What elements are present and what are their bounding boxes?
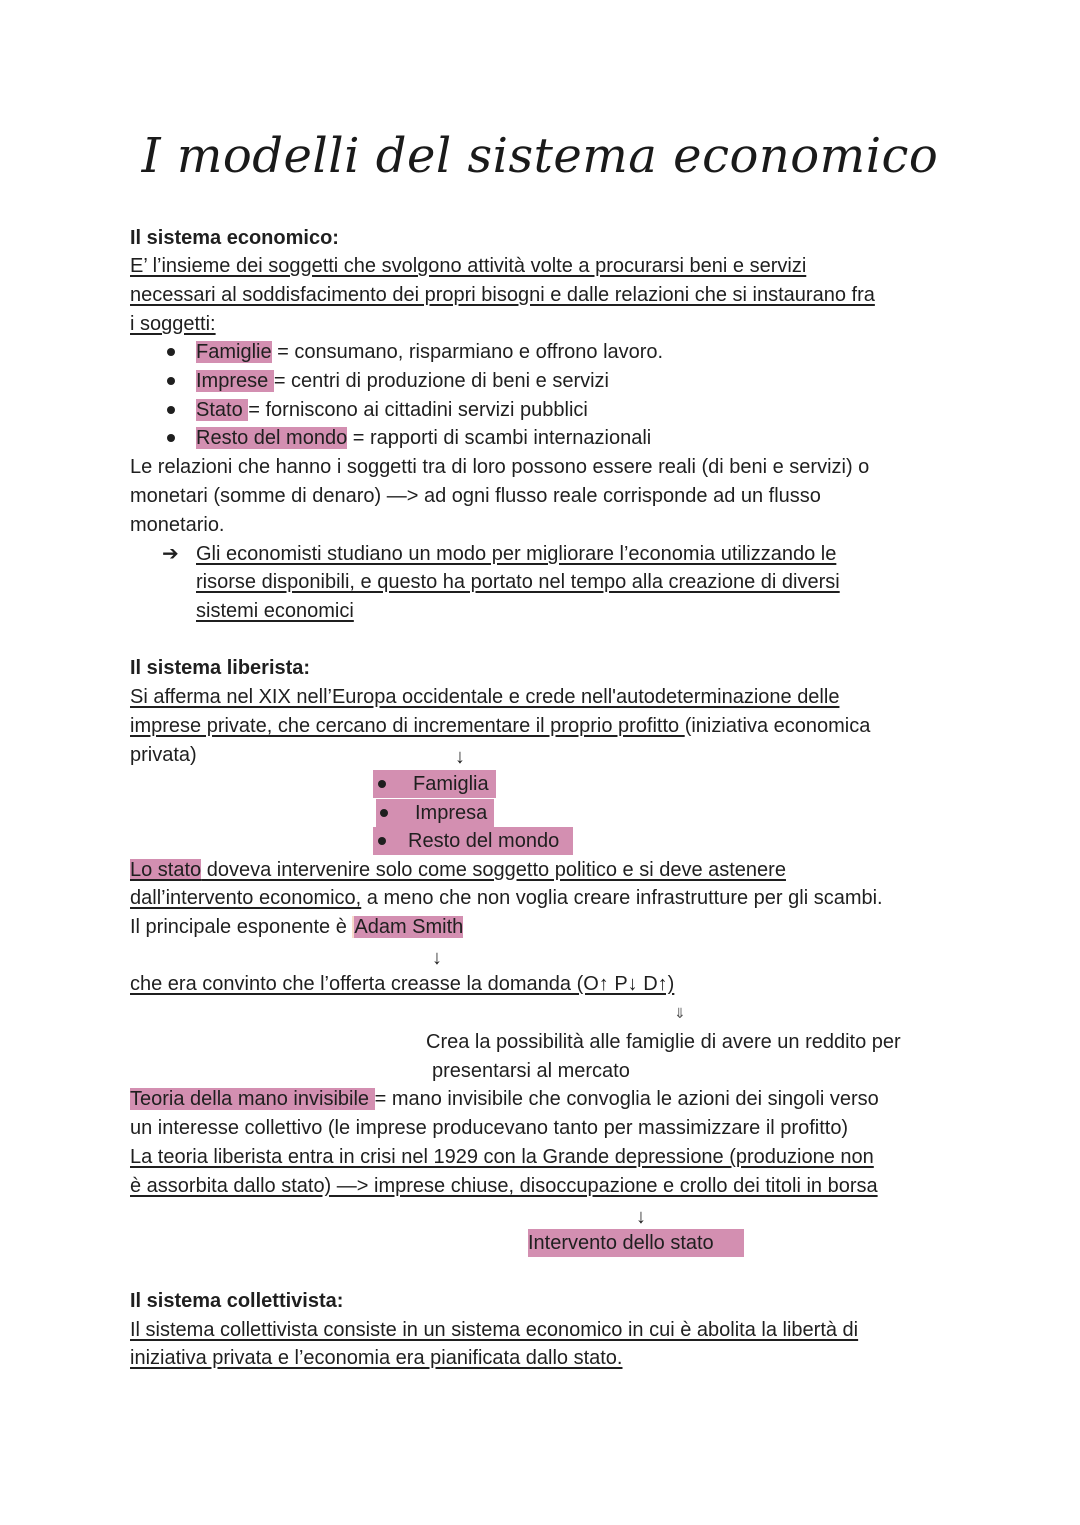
list-item xyxy=(196,424,651,452)
bullet-icon xyxy=(167,406,175,414)
note-line-2: risorse disponibili, e questo ha portato nel tempo alla creazione di diversi xyxy=(196,571,840,593)
section-heading-sistema-collettivista: Il sistema collettivista: xyxy=(130,1290,344,1312)
list-item xyxy=(196,396,588,424)
intervento-box: Intervento dello stato xyxy=(528,1229,744,1257)
collettivista-line-1: Il sistema collettivista consiste in un sistema economico in cui è abolita la libertà di xyxy=(130,1319,859,1341)
crisi-line-2: è assorbita dallo stato) —> imprese chiuse, disoccupazione e crollo dei titoli in borsa xyxy=(130,1175,878,1197)
underlined-text: imprese private, che cercano di incrementare il proprio profitto xyxy=(130,715,685,737)
right-arrow-icon: ➔ xyxy=(162,543,179,565)
bullet-icon xyxy=(167,434,175,442)
relations-line-2: monetari (somme di denaro) —> ad ogni flusso reale corrisponde ad un flusso xyxy=(130,485,821,507)
page-title: I modelli del sistema economico xyxy=(141,128,939,184)
section-heading-sistema-liberista: Il sistema liberista: xyxy=(130,657,311,679)
crea-line-2: presentarsi al mercato xyxy=(432,1060,630,1082)
subject-item xyxy=(373,827,573,855)
subject-label: Resto del mondo xyxy=(408,830,560,852)
item-description: = forniscono ai cittadini servizi pubblici xyxy=(248,399,588,421)
underlined-text: doveva intervenire solo come soggetto politico e si deve astenere xyxy=(201,859,786,881)
teoria-line-2: un interesse collettivo (le imprese producevano tanto per massimizzare il profitto) xyxy=(130,1117,849,1139)
double-down-arrow-icon: ⇓ xyxy=(674,1005,686,1021)
down-arrow-icon: ↓ xyxy=(455,746,465,768)
bullet-icon xyxy=(167,377,175,385)
highlight-term: Lo stato xyxy=(130,859,202,881)
item-description: = consumano, risparmiano e offrono lavoro. xyxy=(271,341,664,363)
item-description: = rapporti di scambi internazionali xyxy=(347,427,652,449)
list-item xyxy=(196,338,663,366)
note-line-1: Gli economisti studiano un modo per migliorare l’economia utilizzando le xyxy=(196,543,837,565)
bullet-icon xyxy=(378,837,386,845)
stato-line-1 xyxy=(130,856,786,884)
bullet-icon xyxy=(167,348,175,356)
liberista-line-1: Si afferma nel XIX nell’Europa occidentale e crede nell'autodeterminazione delle xyxy=(130,686,840,708)
subject-item xyxy=(373,770,496,798)
definition-line-2: necessari al soddisfacimento dei propri bisogni e dalle relazioni che si instaurano fra xyxy=(130,284,875,306)
highlight-term: Resto del mondo xyxy=(196,427,348,449)
liberista-line-3: privata) xyxy=(130,744,197,766)
definition-line-3: i soggetti: xyxy=(130,313,216,335)
bullet-icon xyxy=(380,809,388,817)
subject-item xyxy=(376,799,494,827)
relations-line-3: monetario. xyxy=(130,514,225,536)
smith-line: che era convinto che l’offerta creasse la domanda (O↑ P↓ D↑) xyxy=(130,973,675,995)
subject-label: Famiglia xyxy=(413,773,489,795)
list-item xyxy=(196,367,609,395)
crisi-line-1: La teoria liberista entra in crisi nel 1929 con la Grande depressione (produzione non xyxy=(130,1146,874,1168)
highlight-term: Famiglie xyxy=(196,341,272,363)
down-arrow-icon: ↓ xyxy=(636,1206,646,1228)
esponente-line xyxy=(130,913,463,941)
plain-text: Il principale esponente è xyxy=(130,916,353,938)
highlight-term: Adam Smith xyxy=(354,916,464,938)
relations-line-1: Le relazioni che hanno i soggetti tra di loro possono essere reali (di beni e servizi) o xyxy=(130,456,870,478)
definition-line-1: E’ l’insieme dei soggetti che svolgono attività volte a procurarsi beni e servizi xyxy=(130,255,807,277)
collettivista-line-2: iniziativa privata e l’economia era pianificata dallo stato. xyxy=(130,1347,623,1369)
down-arrow-icon: ↓ xyxy=(432,947,442,969)
stato-line-2 xyxy=(130,884,883,912)
teoria-line-1 xyxy=(130,1085,879,1113)
plain-text: = mano invisibile che convoglia le azioni dei singoli verso xyxy=(374,1088,879,1110)
crea-line-1: Crea la possibilità alle famiglie di avere un reddito per xyxy=(426,1031,901,1053)
plain-text: a meno che non voglia creare infrastrutture per gli scambi. xyxy=(361,887,883,909)
highlight-term: Imprese xyxy=(196,370,274,392)
liberista-line-2 xyxy=(130,712,870,740)
highlight-term: Stato xyxy=(196,399,249,421)
subject-label: Impresa xyxy=(415,802,488,824)
plain-text: (iniziativa economica xyxy=(684,715,871,737)
note-line-3: sistemi economici xyxy=(196,600,354,622)
underlined-text: dall’intervento economico, xyxy=(130,887,362,909)
item-description: = centri di produzione di beni e servizi xyxy=(273,370,609,392)
section-heading-sistema-economico: Il sistema economico: xyxy=(130,227,339,249)
highlight-term: Teoria della mano invisibile xyxy=(130,1088,375,1110)
bullet-icon xyxy=(378,780,386,788)
